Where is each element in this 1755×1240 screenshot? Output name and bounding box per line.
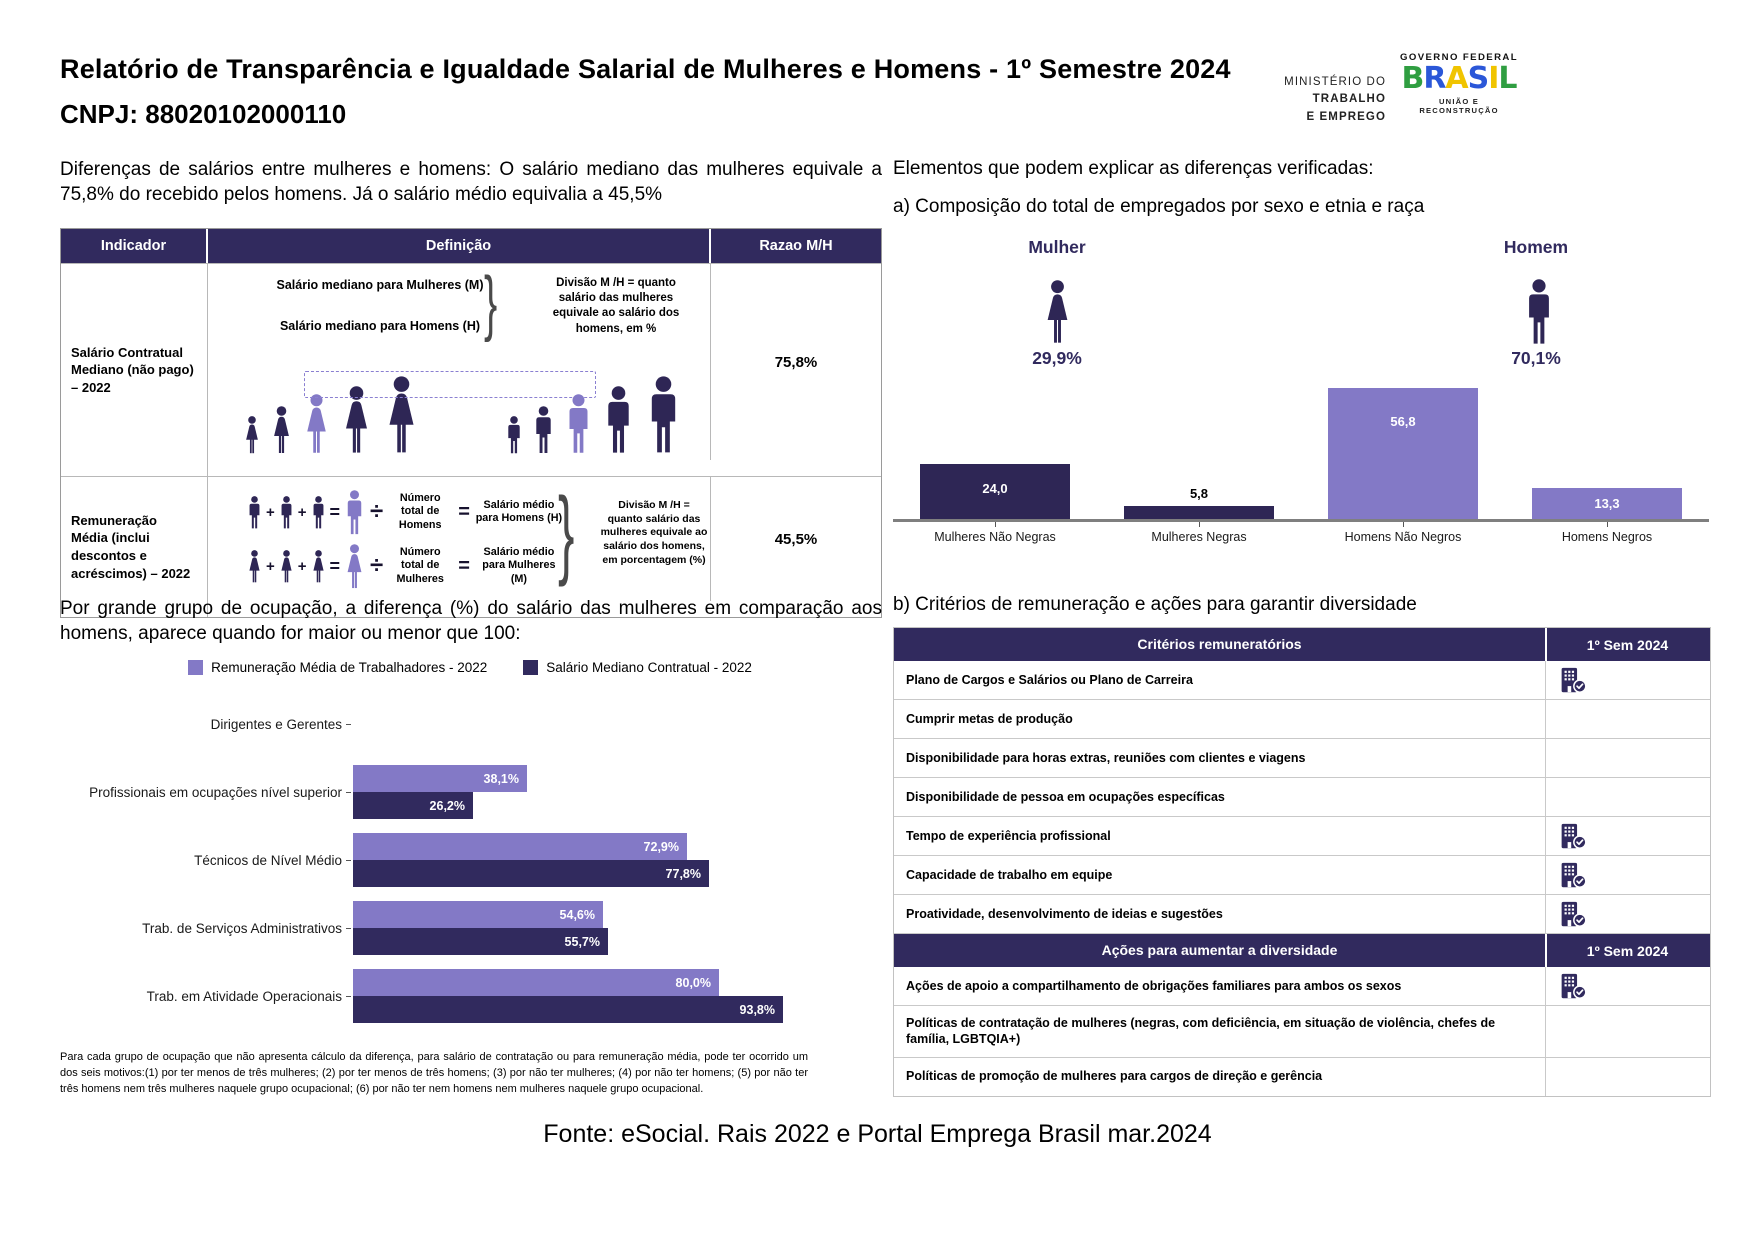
woman-icon	[278, 550, 295, 583]
indicator-table-header	[61, 229, 881, 263]
criteria-label: Capacidade de trabalho em equipe	[906, 867, 1113, 882]
plus-sign: +	[266, 557, 275, 575]
company-check-icon	[1559, 823, 1587, 849]
occupation-chart-legend	[60, 660, 880, 675]
criteria-section-header	[894, 628, 1710, 661]
bar-value-label: 26,2%	[429, 798, 465, 813]
bar-value-label: 56,8	[1390, 414, 1416, 429]
criteria-status-cell	[1545, 661, 1708, 699]
composition-bar	[1328, 388, 1478, 519]
brasil-wordmark	[1398, 63, 1520, 95]
occupation-bar-chart	[60, 690, 880, 1035]
brasil-letter: S	[1467, 61, 1489, 96]
axis-tick	[1607, 522, 1608, 527]
occupation-bar	[353, 860, 709, 887]
x-axis-line	[893, 519, 1709, 522]
indicator-name: Remuneração Média (inclui descontos e acréscimos) – 2022	[61, 476, 208, 617]
man-icon-light	[343, 490, 366, 535]
company-check-icon	[1559, 862, 1587, 888]
col-header-razao: Razao M/H	[711, 229, 881, 263]
occupation-bar	[353, 765, 527, 792]
criteria-table	[893, 627, 1711, 1097]
occupation-bar	[353, 901, 603, 928]
criteria-header-period: 1º Sem 2024	[1545, 934, 1708, 967]
definition-diagram-median	[208, 263, 711, 460]
woman-icon	[269, 406, 294, 454]
occupation-bars	[353, 833, 709, 887]
equals-sign: =	[458, 554, 470, 577]
woman-icon-light	[343, 544, 366, 589]
criteria-status-cell	[1545, 1058, 1708, 1096]
bar-value-label: 5,8	[1189, 486, 1209, 501]
table-row-salario-mediano	[61, 263, 881, 476]
occupation-bar	[353, 969, 719, 996]
criteria-label: Ações de apoio a compartilhamento de obrigações familiares para ambos os sexos	[906, 978, 1402, 993]
man-icon	[278, 496, 295, 529]
criteria-header-title: Ações para aumentar a diversidade	[1101, 942, 1338, 959]
section-a-title: a) Composição do total de empregados por sexo e etnia e raça	[893, 196, 1425, 217]
composition-bar	[1124, 506, 1274, 519]
woman-icon	[301, 394, 332, 454]
criteria-label: Plano de Cargos e Salários ou Plano de Carreira	[906, 672, 1193, 687]
criteria-status-cell	[1545, 856, 1708, 894]
average-salary-label: Salário médio para Homens (H)	[475, 498, 563, 524]
homem-label: Homem	[1503, 237, 1569, 257]
axis-category-label: Homens Não Negros	[1344, 530, 1462, 544]
criteria-header-period: 1º Sem 2024	[1545, 628, 1708, 661]
gov-logo-bottom-text: UNIÃO E RECONSTRUÇÃO	[1419, 97, 1499, 116]
legend-label: Remuneração Média de Trabalhadores - 2022	[211, 660, 488, 675]
criteria-row	[894, 856, 1710, 895]
axis-category-label: Mulheres Não Negras	[934, 530, 1056, 544]
criteria-row	[894, 967, 1710, 1006]
total-count-label: Número total de Homens	[398, 491, 442, 531]
axis-tick	[346, 860, 351, 861]
divide-sign: ÷	[370, 552, 384, 579]
total-count-label: Número total de Mulheres	[396, 545, 444, 585]
indicator-table	[60, 228, 882, 618]
ministry-line-3: E EMPREGO	[1306, 110, 1386, 123]
axis-tick	[1199, 522, 1200, 527]
gov-logo-top-text: GOVERNO FEDERAL	[1399, 52, 1518, 63]
brasil-letter: A	[1445, 61, 1468, 96]
company-check-icon	[1559, 901, 1587, 927]
man-icon	[643, 376, 684, 454]
salary-difference-intro: Diferenças de salários entre mulheres e homens: O salário mediano das mulheres equivale a 75,8% do recebido pelos homens. Já o salário médio equivalia a 45,5%	[60, 159, 882, 205]
division-note: Divisão M /H = quanto salário das mulheres equivale ao salário dos homens, em %	[552, 277, 680, 335]
occupation-category-label: Trab. em Atividade Operacionais	[146, 988, 342, 1004]
median-men-label: Salário mediano para Homens (H)	[279, 319, 481, 333]
ratio-value: 45,5%	[711, 476, 881, 601]
criteria-status-cell	[1545, 739, 1708, 777]
occupation-intro: Por grande grupo de ocupação, a diferença (%) do salário das mulheres em comparação aos homens, aparece quando for maior ou menor que 100:	[60, 598, 882, 644]
occupation-category-label: Profissionais em ocupações nível superior	[89, 784, 342, 800]
criteria-header-title: Critérios remuneratórios	[1137, 636, 1302, 653]
ministry-line-1: MINISTÉRIO DO	[1284, 76, 1386, 88]
criteria-row	[894, 1006, 1710, 1058]
criteria-status-cell	[1545, 778, 1708, 816]
woman-icon	[1041, 280, 1074, 344]
bar-value-label: 13,3	[1594, 496, 1620, 511]
men-figures-group	[504, 376, 684, 454]
brace-glyph: }	[484, 263, 498, 343]
occupation-bar	[353, 833, 687, 860]
page-title: Relatório de Transparência e Igualdade Salarial de Mulheres e Homens - 1º Semestre 2024	[60, 54, 1231, 84]
bar-value-label: 54,6%	[559, 907, 595, 922]
brasil-letter: L	[1498, 61, 1517, 96]
table-row-remuneracao-media	[61, 476, 881, 617]
occupation-row	[60, 826, 880, 894]
axis-tick	[995, 522, 996, 527]
legend-item	[188, 660, 487, 675]
man-icon	[504, 416, 524, 454]
average-formula-lines	[246, 477, 563, 601]
criteria-status-cell	[1545, 895, 1708, 933]
average-salary-label: Salário médio para Mulheres (M)	[482, 545, 556, 585]
criteria-status-cell	[1545, 1006, 1708, 1057]
criteria-status-cell	[1545, 967, 1708, 1005]
section-b-title: b) Critérios de remuneração e ações para garantir diversidade	[893, 594, 1417, 615]
indicator-name: Salário Contratual Mediano (não pago) – 2022	[61, 263, 208, 476]
governo-federal-logo	[1398, 52, 1520, 115]
man-icon	[601, 386, 636, 454]
brace-glyph: }	[558, 477, 575, 587]
ministry-logo	[1238, 74, 1386, 126]
occupation-row	[60, 690, 880, 758]
mulher-percentage: 29,9%	[1032, 348, 1082, 368]
division-note: Divisão M /H = quanto salário das mulheres equivale ao salário dos homens, em porcentagem (%)	[600, 499, 708, 566]
occupation-bar	[353, 928, 608, 955]
company-check-icon	[1559, 667, 1587, 693]
bar-value-label: 55,7%	[564, 934, 600, 949]
man-icon	[563, 394, 594, 454]
bar-value-label: 80,0%	[675, 975, 711, 990]
bar-value-label: 77,8%	[665, 866, 701, 881]
criteria-label: Proatividade, desenvolvimento de ideias e sugestões	[906, 906, 1223, 921]
occupation-bar	[353, 996, 783, 1023]
legend-swatch	[523, 660, 538, 675]
occupation-bar	[353, 792, 473, 819]
occupation-row	[60, 758, 880, 826]
source-footer: Fonte: eSocial. Rais 2022 e Portal Emprega Brasil mar.2024	[543, 1120, 1212, 1148]
col-header-indicador: Indicador	[61, 229, 208, 263]
formula-line	[246, 490, 563, 535]
criteria-label: Disponibilidade de pessoa em ocupações específicas	[906, 789, 1225, 804]
axis-category-label: Homens Negros	[1561, 530, 1653, 544]
man-icon	[310, 496, 327, 529]
legend-swatch	[188, 660, 203, 675]
woman-icon	[242, 416, 262, 454]
man-icon	[1522, 279, 1556, 345]
formula-line	[246, 544, 563, 589]
occupation-category-label: Trab. de Serviços Administrativos	[142, 920, 342, 936]
plus-sign: +	[297, 503, 307, 521]
axis-category-label: Mulheres Negras	[1151, 530, 1247, 544]
ratio-value: 75,8%	[711, 263, 881, 460]
occupation-footnote: Para cada grupo de ocupação que não apresenta cálculo da diferença, para salário de contratação ou para remuneração média, pode ter ocorrido um dos seis motivos:(1) por ter menos de três mulheres; (2) por ter menos de três homens; (3) por não ter mulheres; (4) por não ter homens; (5) por não ter três homens nem três mulheres naquele grupo ocupacional; (6) por não ter nem homens nem mulheres naquele grupo ocupacional.	[60, 1051, 808, 1095]
legend-label: Salário Mediano Contratual - 2022	[546, 660, 752, 675]
occupation-row	[60, 962, 880, 1030]
woman-icon	[1041, 280, 1074, 344]
axis-tick	[346, 724, 351, 725]
criteria-label: Tempo de experiência profissional	[906, 828, 1111, 843]
man-icon	[531, 406, 556, 454]
woman-icon	[310, 550, 327, 583]
composition-bar-chart	[893, 388, 1709, 563]
occupation-bars	[353, 765, 527, 819]
occupation-row	[60, 894, 880, 962]
cnpj-label: CNPJ: 88020102000110	[60, 99, 347, 129]
criteria-label: Políticas de contratação de mulheres (negras, com deficiência, em situação de violência, chefes de família, LGBTQIA+)	[906, 1016, 1496, 1047]
plus-sign: +	[266, 503, 275, 521]
criteria-label: Políticas de promoção de mulheres para cargos de direção e gerência	[906, 1069, 1323, 1084]
criteria-section-header	[894, 934, 1710, 967]
bar-value-label: 38,1%	[483, 771, 519, 786]
bar-value-label: 93,8%	[739, 1002, 775, 1017]
occupation-bars	[353, 969, 783, 1023]
man-icon	[1522, 279, 1556, 345]
occupation-bars	[353, 901, 608, 955]
criteria-status-cell	[1545, 700, 1708, 738]
elements-title: Elementos que podem explicar as diferenças verificadas:	[893, 158, 1374, 179]
woman-icon	[246, 550, 263, 583]
divide-sign: ÷	[370, 498, 384, 525]
brasil-letter: I	[1488, 61, 1499, 96]
criteria-row	[894, 1058, 1710, 1096]
brasil-letter: R	[1423, 61, 1446, 96]
criteria-label: Cumprir metas de produção	[906, 711, 1073, 726]
criteria-row	[894, 739, 1710, 778]
mulher-label: Mulher	[1028, 237, 1086, 257]
criteria-row	[894, 895, 1710, 934]
axis-tick	[346, 996, 351, 997]
equals-sign: =	[458, 500, 470, 523]
median-women-label: Salário mediano para Mulheres (M)	[276, 278, 484, 292]
axis-tick	[346, 792, 351, 793]
criteria-status-cell	[1545, 817, 1708, 855]
bar-value-label: 24,0	[982, 480, 1008, 496]
definition-diagram-average	[208, 476, 711, 601]
homem-percentage: 70,1%	[1511, 348, 1561, 368]
plus-sign: +	[297, 557, 307, 575]
axis-tick	[346, 928, 351, 929]
ministry-line-2: TRABALHO	[1312, 93, 1386, 106]
occupation-category-label: Dirigentes e Gerentes	[210, 716, 342, 732]
criteria-label: Disponibilidade para horas extras, reuniões com clientes e viagens	[906, 750, 1306, 765]
legend-item	[523, 660, 752, 675]
axis-tick	[1403, 522, 1404, 527]
equals-sign: =	[329, 555, 341, 576]
criteria-row	[894, 817, 1710, 856]
criteria-row	[894, 778, 1710, 817]
man-icon	[246, 496, 263, 529]
bar-value-label: 72,9%	[643, 839, 679, 854]
equals-sign: =	[329, 501, 341, 522]
occupation-category-label: Técnicos de Nível Médio	[194, 852, 342, 868]
brasil-letter: B	[1401, 61, 1424, 96]
criteria-row	[894, 700, 1710, 739]
criteria-row	[894, 661, 1710, 700]
col-header-definicao: Definição	[208, 229, 711, 263]
company-check-icon	[1559, 973, 1587, 999]
